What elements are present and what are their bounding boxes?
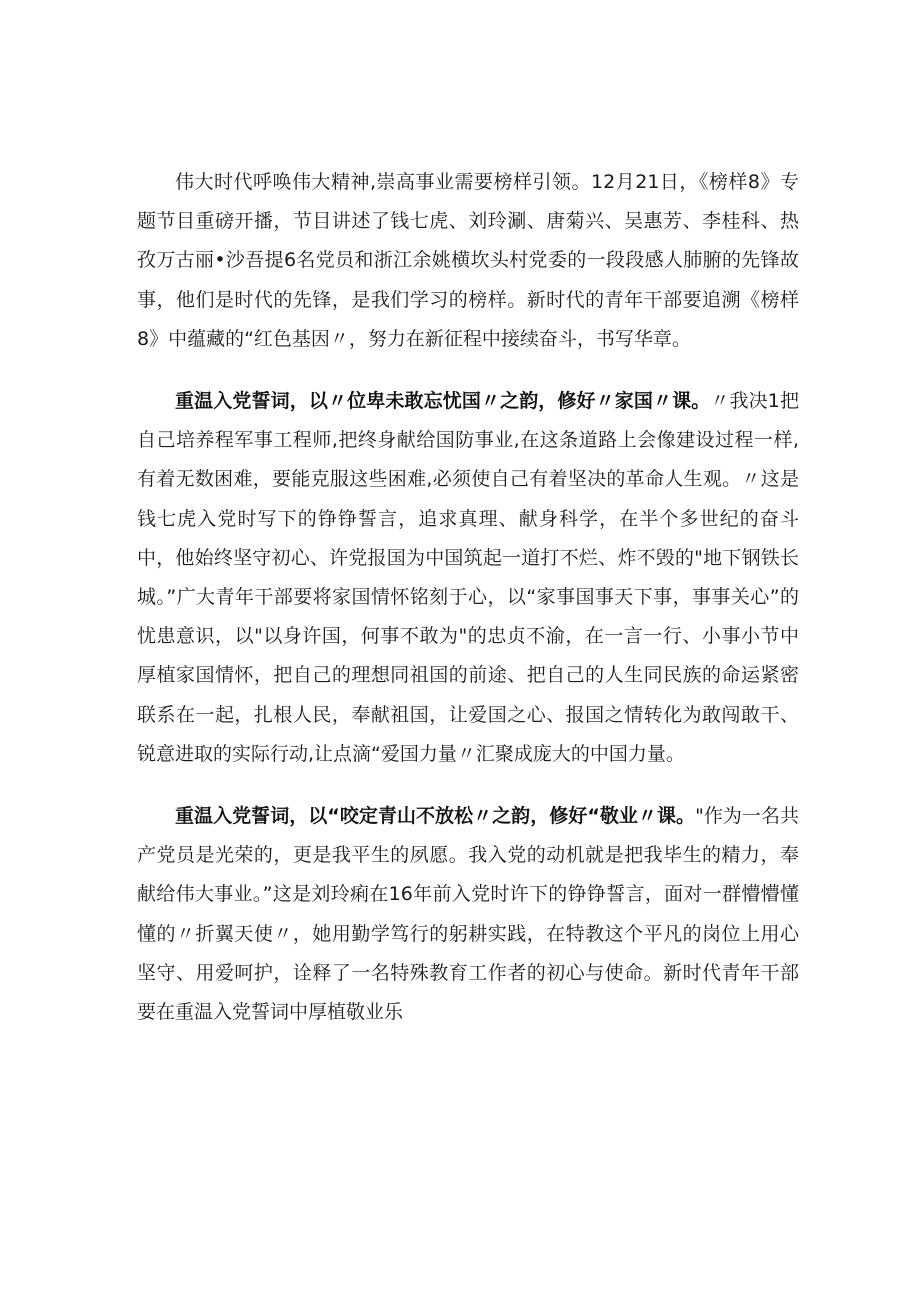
article-body xyxy=(137,163,799,1032)
paragraph-text: "作为一名共产党员是光荣的，更是我平生的夙愿。我入党的动机就是把我毕生的精力，奉献给伟大事业。”这是刘玲痢在16年前入党时许下的铮铮誓言，面对一群懵懵懂懂的〃折翼天使〃，她用勤学笃行的躬耕实践，在特教这个平凡的岗位上用心坚守、用爱呵护，诠释了一名特殊教育工作者的初心与使命。新时代青年干部要在重温入党誓词中厚植敬业乐 xyxy=(137,805,799,1024)
paragraph-patriotism xyxy=(137,382,799,774)
paragraph-text: 〃我决1把自己培养程军事工程师,把终身献给国防事业,在这条道路上会像建设过程一样,有着无数困难，要能克服这些困难,必须使自己有着坚决的革命人生观。〃这是钱七虎入党时写下的铮铮誓言，追求真理、献身科学，在半个多世纪的奋斗中，他始终坚守初心、许党报国为中国筑起一道打不烂、炸不毁的"地下钢铁长城。”广大青年干部要将家国情怀铭刻于心，以“家事国事天下事，事事关心”的忧患意识，以"以身许国，何事不敢为"的忠贞不渝，在一言一行、小事小节中厚植家国情怀，把自己的理想同祖国的前途、把自己的人生同民族的命运紧密联系在一起，扎根人民，奉献祖国，让爱国之心、报国之情转化为敢闯敢干、锐意进取的实际行动,让点滴“爱国力量〃汇聚成庞大的中国力量。 xyxy=(137,390,799,765)
paragraph-text: 伟大时代呼唤伟大精神,崇高事业需要榜样引领。12月21日，《榜样8》专题节目重磅开播，节目讲述了钱七虎、刘玲涮、唐菊兴、吴惠芳、李桂科、热孜万古丽•沙吾提6名党员和浙江余姚横坎头村党委的一段段感人肺腑的先锋故事，他们是时代的先锋，是我们学习的榜样。新时代的青年干部要追溯《榜样8》中蕴藏的“红色基因〃，努力在新征程中接续奋斗，书写华章。 xyxy=(137,171,799,350)
paragraph-lead: 重温入党誓词，以“咬定青山不放松〃之韵，修好“敬业〃课。 xyxy=(175,805,696,828)
paragraph-lead: 重温入党誓词，以〃位卑未敢忘忧国〃之韵，修好〃家国〃课。 xyxy=(175,390,711,413)
paragraph-intro xyxy=(137,163,799,359)
paragraph-dedication xyxy=(137,797,799,1032)
